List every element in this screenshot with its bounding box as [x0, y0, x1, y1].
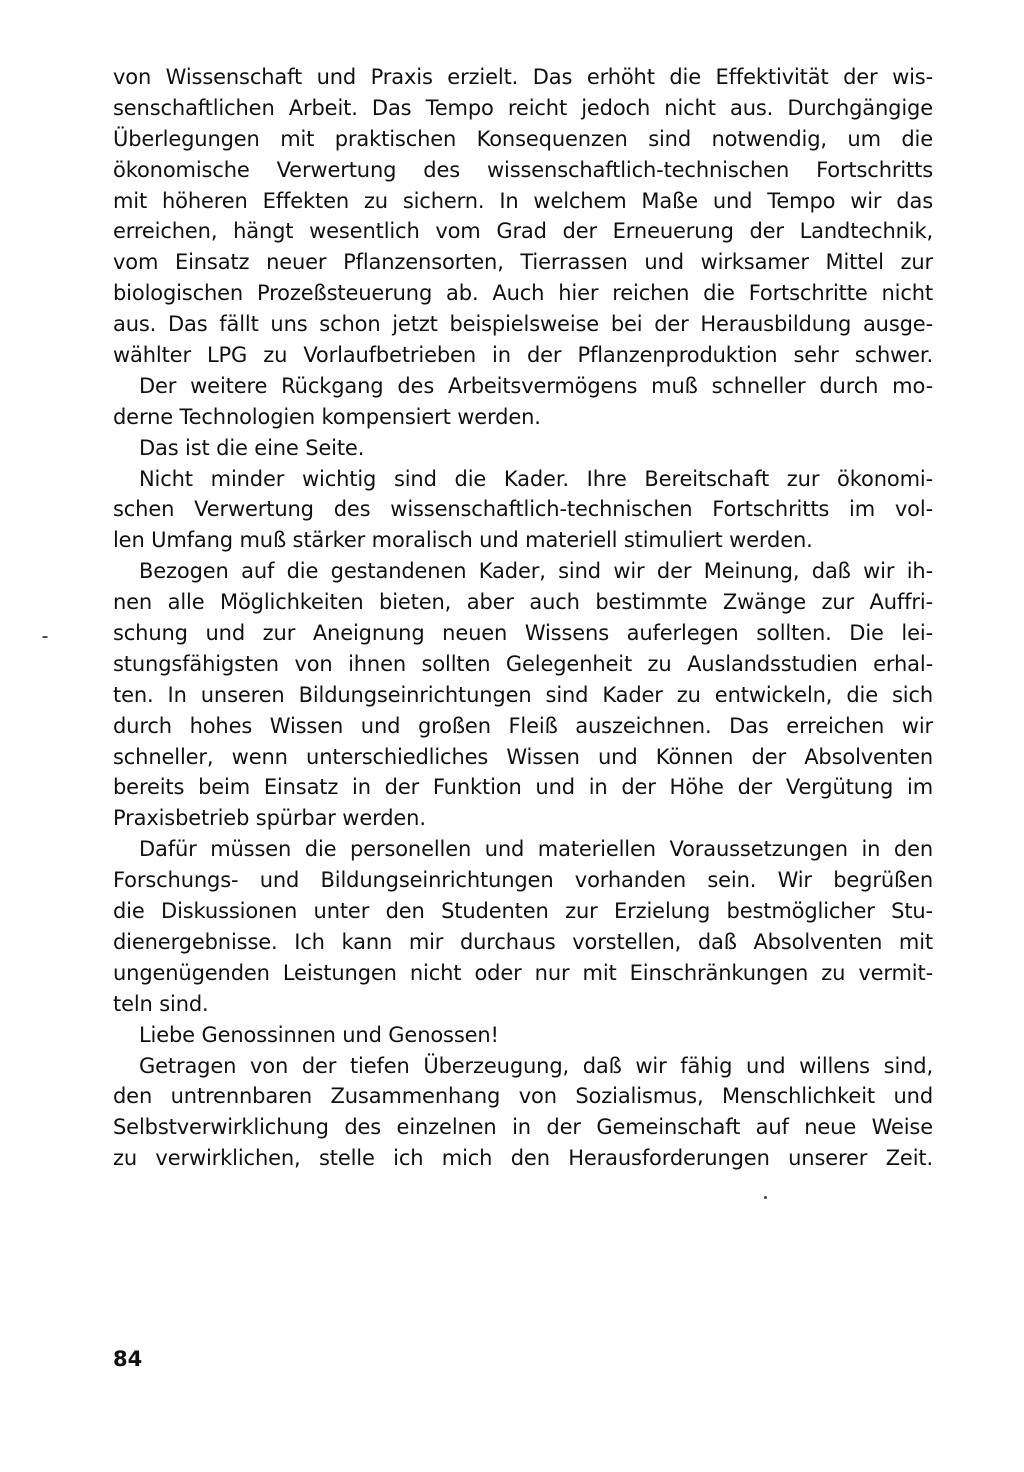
scan-speck — [764, 1196, 767, 1199]
text-line: Forschungs- und Bildungseinrichtungen vorhanden sein. Wir begrüßen — [113, 868, 933, 893]
text-line: Dafür müssen die personellen und materiellen Voraussetzungen in den — [139, 837, 933, 862]
text-line: von Wissenschaft und Praxis erzielt. Das erhöht die Effektivität der wis- — [113, 65, 933, 89]
text-line: Bezogen auf die gestandenen Kader, sind wir der Meinung, daß wir ih- — [139, 559, 933, 584]
text-line: Selbstverwirklichung des einzelnen in der Gemeinschaft auf neue Weise — [113, 1115, 933, 1140]
text-line: Der weitere Rückgang des Arbeitsvermögens muß schneller durch mo- — [139, 373, 933, 398]
text-line: Liebe Genossinnen und Genossen! — [139, 1022, 499, 1047]
text-line: erreichen, hängt wesentlich vom Grad der Erneuerung der Landtechnik, — [113, 219, 933, 244]
text-line: teln sind. — [113, 991, 209, 1016]
text-line: ökonomische Verwertung des wissenschaftlich-technischen Fortschritts — [113, 157, 933, 182]
text-line: ten. In unseren Bildungseinrichtungen sind Kader zu entwickeln, die sich — [113, 682, 933, 707]
text-line: ungenügenden Leistungen nicht oder nur mit Einschränkungen zu vermit- — [113, 960, 933, 985]
scan-speck — [42, 636, 48, 638]
page-number: 84 — [113, 1347, 143, 1371]
text-line: Praxisbetrieb spürbar werden. — [113, 806, 426, 831]
text-line: schung und zur Aneignung neuen Wissens auferlegen sollten. Die lei- — [113, 621, 933, 646]
body-text — [113, 62, 933, 1174]
text-line: die Diskussionen unter den Studenten zur Erzielung bestmöglicher Stu- — [113, 899, 933, 924]
text-line: schneller, wenn unterschiedliches Wissen und Können der Absolventen — [113, 744, 933, 769]
text-line: wählter LPG zu Vorlaufbetrieben in der Pflanzenproduktion sehr schwer. — [113, 343, 933, 368]
text-line: senschaftlichen Arbeit. Das Tempo reicht jedoch nicht aus. Durchgängige — [113, 95, 933, 120]
text-line: stungsfähigsten von ihnen sollten Gelegenheit zu Auslandsstudien erhal- — [113, 651, 933, 676]
text-line: aus. Das fällt uns schon jetzt beispielsweise bei der Herausbildung ausge- — [113, 312, 933, 337]
text-line: den untrennbaren Zusammenhang von Sozialismus, Menschlichkeit und — [113, 1084, 933, 1109]
text-line: Getragen von der tiefen Überzeugung, daß wir fähig und willens sind, — [139, 1053, 933, 1078]
text-line: mit höheren Effekten zu sichern. In welchem Maße und Tempo wir das — [113, 188, 933, 213]
text-line: biologischen Prozeßsteuerung ab. Auch hier reichen die Fortschritte nicht — [113, 281, 933, 306]
text-line: Überlegungen mit praktischen Konsequenzen sind notwendig, um die — [113, 126, 933, 151]
text-line: schen Verwertung des wissenschaftlich-technischen Fortschritts im vol- — [113, 497, 933, 522]
text-line: derne Technologien kompensiert werden. — [113, 404, 541, 429]
text-line: Das ist die eine Seite. — [139, 435, 365, 460]
text-line: durch hohes Wissen und großen Fleiß auszeichnen. Das erreichen wir — [113, 713, 933, 738]
text-line: Nicht minder wichtig sind die Kader. Ihre Bereitschaft zur ökonomi- — [139, 466, 933, 491]
text-line: len Umfang muß stärker moralisch und materiell stimuliert werden. — [113, 528, 813, 553]
text-line: vom Einsatz neuer Pflanzensorten, Tierrassen und wirksamer Mittel zur — [113, 250, 933, 275]
text-line: zu verwirklichen, stelle ich mich den Herausforderungen unserer Zeit. — [113, 1146, 933, 1171]
text-line: dienergebnisse. Ich kann mir durchaus vorstellen, daß Absolventen mit — [113, 929, 933, 954]
text-line: nen alle Möglichkeiten bieten, aber auch bestimmte Zwänge zur Auffri- — [113, 590, 933, 615]
text-line: bereits beim Einsatz in der Funktion und in der Höhe der Vergütung im — [113, 775, 933, 800]
